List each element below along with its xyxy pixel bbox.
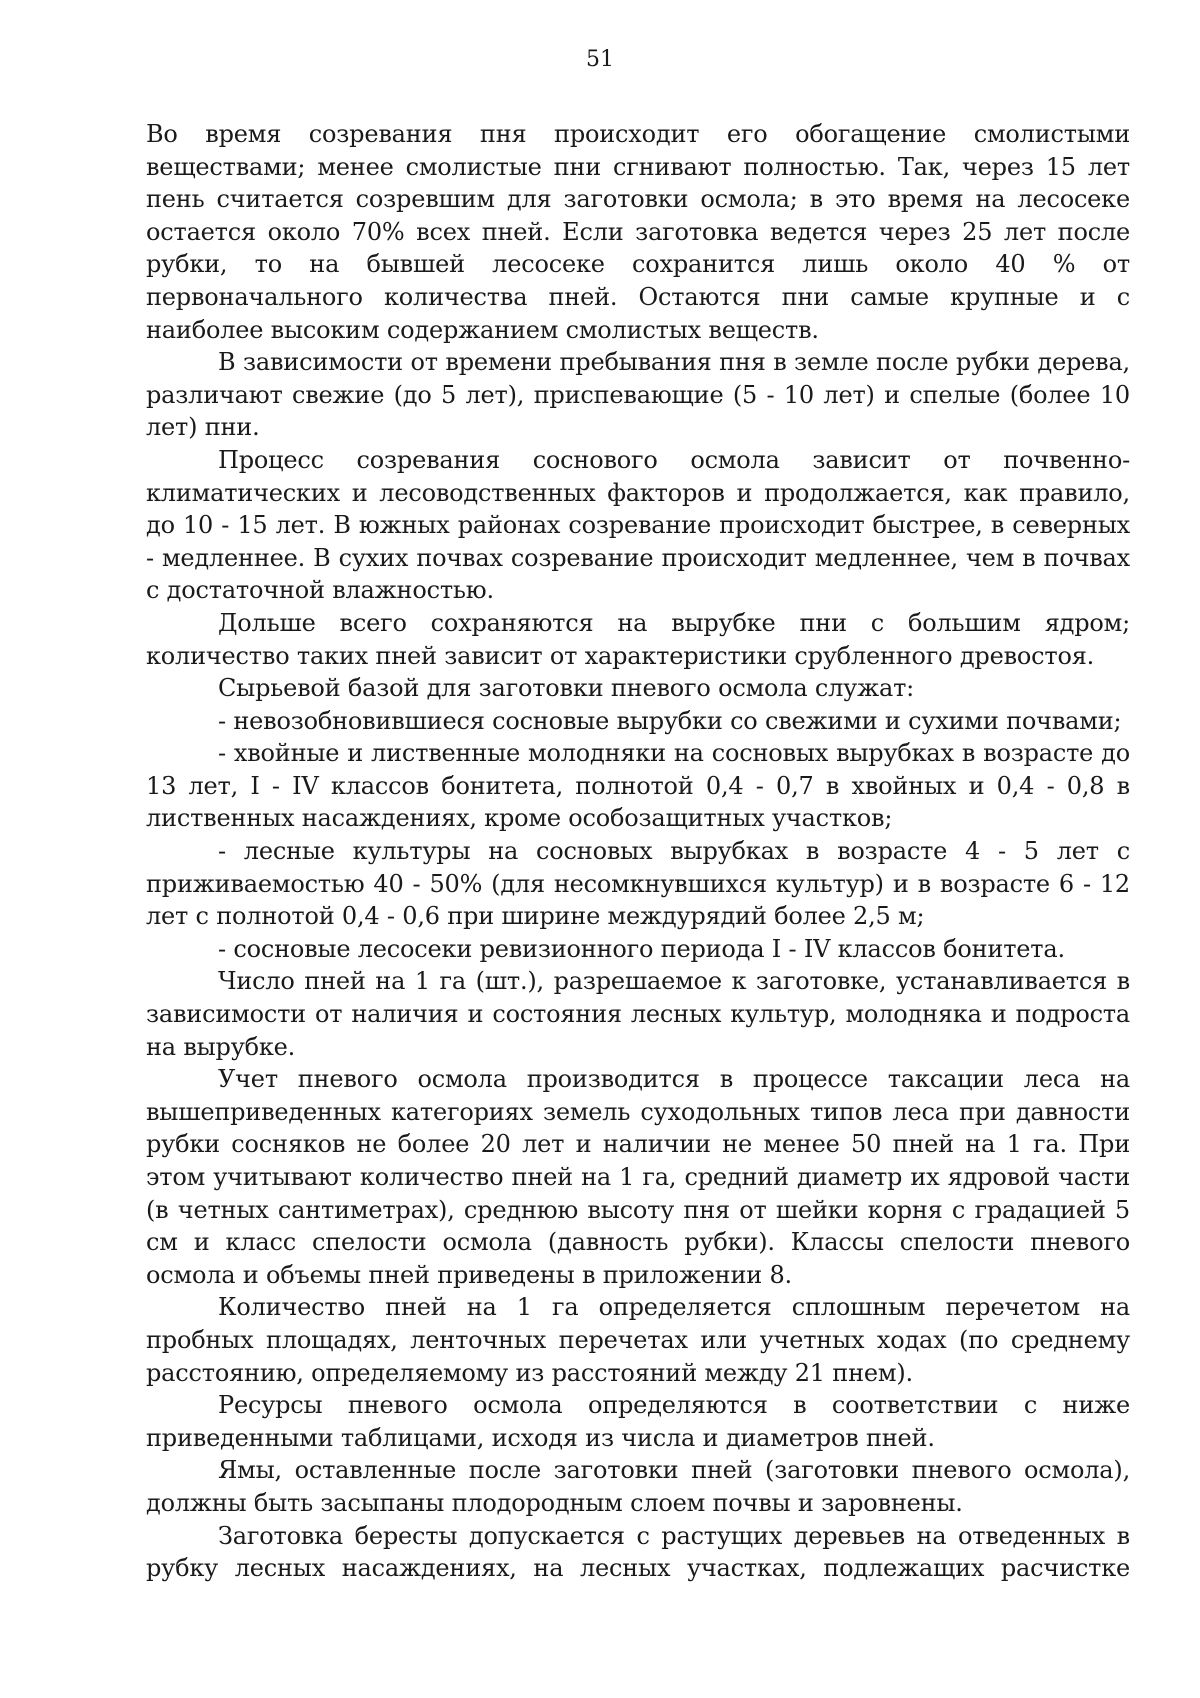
paragraph: Во время созревания пня происходит его обогащение смолистыми веществами; менее смолистые пни сгнивают полностью. Так, через 15 лет пень считается созревшим для заготовки осмола; в это время на лесосеке остается около 70% всех пней. Если заготовка ведется через 25 лет после рубки, то на бывшей лесосеке сохранится лишь около 40 % от первоначального количества пней. Остаются пни самые крупные и с наиболее высоким содержанием смолистых веществ. xyxy=(146,120,1130,344)
list-item: - невозобновившиеся сосновые вырубки со свежими и сухими почвами; xyxy=(218,706,1122,735)
paragraph: Процесс созревания соснового осмола зависит от почвенно-климатических и лесоводственных факторов и продолжается, как правило, до 10 - 15 лет. В южных районах созревание происходит быстрее, в северных - медленнее. В сухих почвах созревание происходит медленнее, чем в почвах с достаточной влажностью. xyxy=(146,445,1130,605)
paragraph: Число пней на 1 га (шт.), разрешаемое к заготовке, устанавливается в зависимости от наличия и состояния лесных культур, молодняка и подроста на вырубке. xyxy=(146,967,1130,1061)
paragraph: В зависимости от времени пребывания пня в земле после рубки дерева, различают свежие (до 5 лет), приспевающие (5 - 10 лет) и спелые (более 10 лет) пни. xyxy=(146,348,1130,442)
paragraph: Ресурсы пневого осмола определяются в соответствии с ниже приведенными таблицами, исходя из числа и диаметров пней. xyxy=(146,1391,1130,1452)
list-item: - лесные культуры на сосновых вырубках в возрасте 4 - 5 лет с приживаемостью 40 - 50% (для несомкнувшихся культур) и в возрасте 6 - 12 лет с полнотой 0,4 - 0,6 при ширине междурядий более 2,5 м; xyxy=(146,837,1130,931)
paragraph: Заготовка бересты допускается с растущих деревьев на отведенных в рубку лесных насаждениях, на лесных участках, подлежащих расчистке xyxy=(146,1521,1130,1583)
paragraph: Учет пневого осмола производится в процессе таксации леса на вышеприведенных категориях земель суходольных типов леса при давности рубки сосняков не более 20 лет и наличии не менее 50 пней на 1 га. При этом учитывают количество пней на 1 га, средний диаметр их ядровой части (в четных сантиметрах), среднюю высоту пня от шейки корня с градацией 5 см и класс спелости осмола (давность рубки). Классы спелости пневого осмола и объемы пней приведены в приложении 8. xyxy=(146,1065,1130,1289)
paragraph: Ямы, оставленные после заготовки пней (заготовки пневого осмола), должны быть засыпаны плодородным слоем почвы и заровнены. xyxy=(146,1456,1130,1517)
list-item: - хвойные и лиственные молодняки на сосновых вырубках в возрасте до 13 лет, I - IV классов бонитета, полнотой 0,4 - 0,7 в хвойных и 0,4 - 0,8 в лиственных насаждениях, кроме особозащитных участков; xyxy=(146,739,1130,833)
body-text xyxy=(146,118,1130,1585)
paragraph: Сырьевой базой для заготовки пневого осмола служат: xyxy=(218,674,915,703)
page-number: 51 xyxy=(586,47,614,72)
paragraph: Дольше всего сохраняются на вырубке пни с большим ядром; количество таких пней зависит от характеристики срубленного древостоя. xyxy=(146,608,1130,670)
paragraph: Количество пней на 1 га определяется сплошным перечетом на пробных площадях, ленточных перечетах или учетных ходах (по среднему расстоянию, определяемому из расстояний между 21 пнем). xyxy=(146,1293,1130,1387)
list-item: - сосновые лесосеки ревизионного периода I - IV классов бонитета. xyxy=(218,934,1065,963)
